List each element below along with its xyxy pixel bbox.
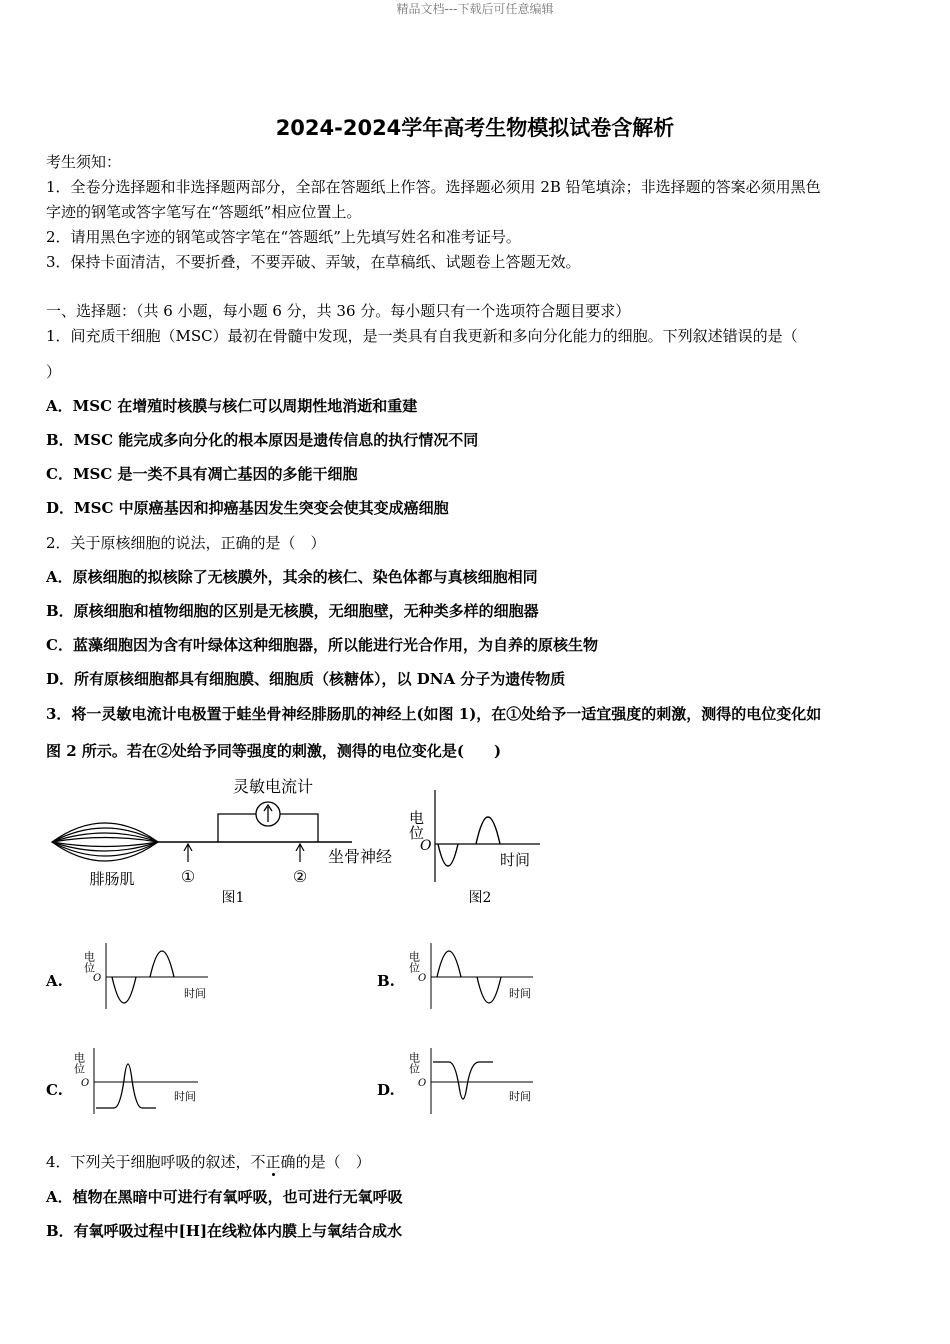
point-2-label: ② (292, 867, 308, 886)
muscle-label: 腓肠肌 (89, 870, 135, 888)
fig2-origin: O (420, 838, 432, 854)
q3-option-d-label: D. (377, 1081, 395, 1099)
svg-text:O: O (93, 973, 102, 984)
q1-option-b: B．MSC 能完成多向分化的根本原因是遗传信息的执行情况不同 (46, 431, 479, 449)
q2-stem: 2．关于原核细胞的说法，正确的是（ ） (46, 534, 326, 552)
q2-option-b: B．原核细胞和植物细胞的区别是无核膜，无细胞壁，无种类多样的细胞器 (46, 602, 539, 620)
q3-stem-end: 图 2 所示。若在②处给予同等强度的刺激，测得的电位变化是( ) (46, 742, 502, 760)
q1-option-d: D．MSC 中原癌基因和抑癌基因发生突变会使其变成癌细胞 (46, 499, 449, 517)
q3-option-b-label: B. (377, 972, 395, 990)
svg-text:电位: 电位 (407, 951, 421, 973)
galvanometer-label: 灵敏电流计 (232, 777, 314, 796)
q3-option-c-graph (70, 1040, 210, 1120)
svg-text:电位: 电位 (407, 1052, 421, 1074)
q3-stem: 3．将一灵敏电流计电极置于蛙坐骨神经腓肠肌的神经上(如图 1)，在①处给予一适宜强度的刺激，测得的电位变化如 (46, 705, 822, 723)
nerve-label: 坐骨神经 (328, 847, 393, 866)
svg-text:O: O (81, 1078, 90, 1089)
q1-stem-end: ） (46, 363, 62, 381)
notice-line-3: 3．保持卡面清洁，不要折叠，不要弄破、弄皱，在草稿纸、试题卷上答题无效。 (46, 253, 581, 271)
svg-text:O: O (418, 973, 427, 984)
stimulus-arrow-2 (296, 844, 304, 862)
svg-text:电位: 电位 (72, 1052, 86, 1074)
page-header: 精品文档---下载后可任意编辑 (396, 2, 554, 16)
q3-option-c-label: C. (46, 1081, 63, 1099)
q1-option-c: C．MSC 是一类不具有凋亡基因的多能干细胞 (46, 465, 358, 483)
q4-option-b: B．有氧呼吸过程中[H]在线粒体内膜上与氧结合成水 (46, 1222, 403, 1240)
section-heading: 一、选择题：（共 6 小题，每小题 6 分，共 36 分。每小题只有一个选项符合题目要求） (46, 302, 631, 320)
notice-heading: 考生须知： (46, 153, 122, 171)
notice-line-1b: 字迹的钢笔或答字笔写在“答题纸”相应位置上。 (46, 203, 362, 221)
q3-figure (40, 770, 550, 910)
svg-text:时间: 时间 (509, 1090, 531, 1103)
fig2-x-label: 时间 (500, 851, 531, 869)
point-1-label: ① (180, 867, 196, 886)
q3-option-a-graph (80, 935, 220, 1015)
page-title: 2024-2024学年高考生物模拟试卷含解析 (275, 116, 675, 140)
fig2-graph (407, 790, 540, 882)
svg-text:时间: 时间 (509, 987, 531, 1000)
q2-option-c: C．蓝藻细胞因为含有叶绿体这种细胞器，所以能进行光合作用，为自养的原核生物 (46, 636, 598, 654)
svg-text:时间: 时间 (174, 1090, 196, 1103)
svg-text:电位: 电位 (82, 951, 96, 973)
fig1-caption: 图1 (221, 890, 245, 906)
muscle-drawing (52, 823, 158, 861)
stimulus-arrow-1 (184, 844, 192, 862)
q2-option-a: A．原核细胞的拟核除了无核膜外，其余的核仁、染色体都与真核细胞相同 (46, 568, 538, 586)
notice-line-2: 2．请用黑色字迹的钢笔或答字笔在“答题纸”上先填写姓名和准考证号。 (46, 228, 521, 246)
q4-stem: 4．下列关于细胞呼吸的叙述，不正确的是（ ） (46, 1153, 371, 1171)
q4-emphasis: 不正确 (250, 1153, 296, 1171)
svg-text:O: O (418, 1078, 427, 1089)
q1-stem: 1．间充质干细胞（MSC）最初在骨髓中发现，是一类具有自我更新和多向分化能力的细胞。下列叙述错误的是（ (46, 327, 798, 345)
svg-text:时间: 时间 (184, 987, 206, 1000)
q3-option-a-label: A. (46, 972, 63, 990)
q2-option-d: D．所有原核细胞都具有细胞膜、细胞质（核糖体），以 DNA 分子为遗传物质 (46, 670, 566, 688)
fig2-y-label: 电位 (407, 810, 425, 840)
q3-option-d-graph (405, 1040, 545, 1120)
notice-line-1a: 1．全卷分选择题和非选择题两部分，全部在答题纸上作答。选择题必须用 2B 铅笔填涂；非选择题的答案必须用黑色 (46, 178, 821, 196)
fig2-caption: 图2 (468, 890, 492, 906)
q3-option-b-graph (405, 935, 545, 1015)
q4-option-a: A．植物在黑暗中可进行有氧呼吸，也可进行无氧呼吸 (46, 1188, 403, 1206)
q1-option-a: A．MSC 在增殖时核膜与核仁可以周期性地消逝和重建 (46, 397, 418, 415)
